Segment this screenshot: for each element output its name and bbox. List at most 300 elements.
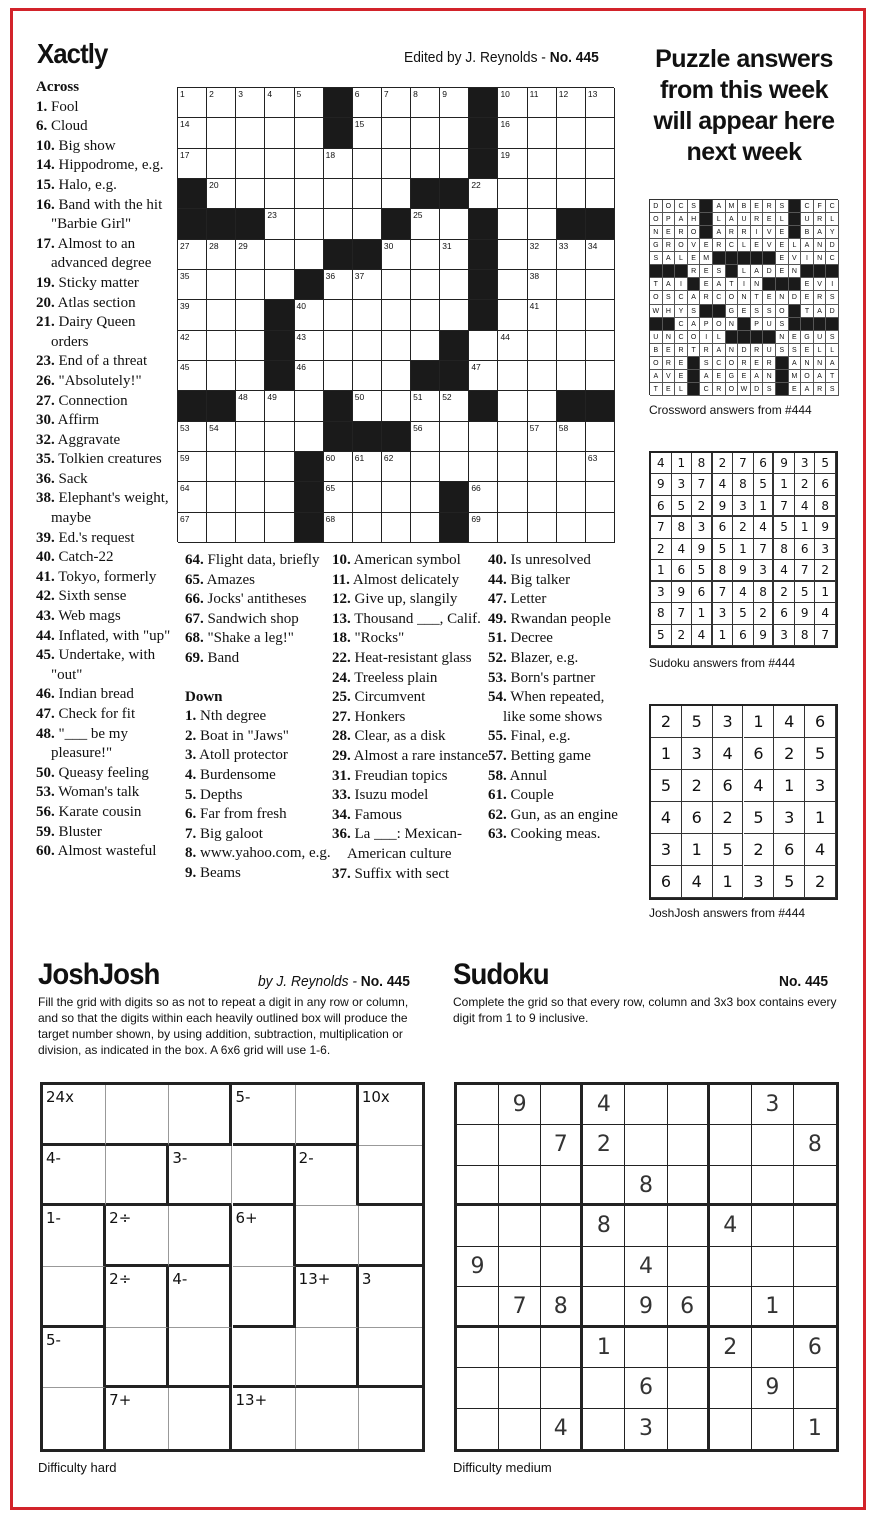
crossword-cell[interactable] [586, 331, 615, 361]
clue-item [488, 610, 630, 630]
sudoku-cell[interactable]: 7 [541, 1125, 583, 1165]
crossword-cell[interactable] [295, 209, 324, 239]
sudoku-cell[interactable] [710, 1166, 752, 1206]
crossword-cell[interactable] [528, 179, 557, 209]
crossword-cell[interactable] [586, 452, 615, 482]
crossword-cell[interactable] [498, 118, 527, 148]
crossword-cell[interactable] [528, 300, 557, 330]
clue-number: 5. [185, 786, 197, 803]
crossword-cell[interactable] [586, 149, 615, 179]
crossword-cell[interactable] [528, 361, 557, 391]
crossword-cell[interactable] [586, 300, 615, 330]
crossword-cell[interactable] [295, 149, 324, 179]
sudoku-cell[interactable] [541, 1247, 583, 1287]
answer-cell: I [801, 252, 814, 265]
sudoku-cell[interactable] [668, 1206, 710, 1246]
sudoku-cell[interactable] [541, 1368, 583, 1408]
crossword-cell[interactable] [528, 422, 557, 452]
sudoku-cell[interactable]: 8 [541, 1287, 583, 1327]
crossword-cell[interactable] [411, 422, 440, 452]
crossword-cell[interactable] [295, 422, 324, 452]
crossword-cell[interactable] [557, 88, 586, 118]
crossword-cell[interactable] [498, 270, 527, 300]
crossword-cell[interactable] [498, 300, 527, 330]
crossword-cell[interactable] [265, 422, 294, 452]
sudoku-cell[interactable] [668, 1409, 710, 1449]
crossword-cell[interactable] [353, 452, 382, 482]
crossword-cell[interactable] [411, 482, 440, 512]
crossword-cell[interactable] [207, 452, 236, 482]
crossword-cell[interactable] [557, 270, 586, 300]
sudoku-cell[interactable]: 6 [625, 1368, 667, 1408]
sudoku-cell[interactable] [668, 1166, 710, 1206]
sudoku-cell[interactable] [668, 1085, 710, 1125]
sudoku-cell[interactable] [710, 1368, 752, 1408]
crossword-cell[interactable] [469, 331, 498, 361]
crossword-cell[interactable] [557, 422, 586, 452]
grid-cell: 1 [713, 625, 734, 646]
crossword-cell[interactable] [469, 361, 498, 391]
crossword-grid[interactable] [177, 87, 614, 542]
crossword-cell[interactable] [324, 482, 353, 512]
crossword-cell[interactable] [236, 300, 265, 330]
sudoku-cell[interactable]: 4 [625, 1247, 667, 1287]
crossword-cell[interactable] [382, 361, 411, 391]
crossword-cell[interactable] [207, 422, 236, 452]
crossword-cell[interactable] [498, 331, 527, 361]
sudoku-cell[interactable]: 3 [752, 1085, 794, 1125]
crossword-cell[interactable] [586, 179, 615, 209]
sudoku-cell[interactable]: 7 [499, 1287, 541, 1327]
crossword-cell[interactable] [265, 482, 294, 512]
crossword-cell[interactable] [178, 482, 207, 512]
crossword-cell[interactable] [265, 270, 294, 300]
sudoku-cell[interactable] [457, 1287, 499, 1327]
crossword-cell[interactable] [265, 513, 294, 543]
crossword-cell[interactable] [586, 270, 615, 300]
crossword-cell[interactable] [207, 513, 236, 543]
crossword-cell[interactable] [498, 422, 527, 452]
crossword-cell[interactable] [382, 179, 411, 209]
crossword-cell[interactable] [207, 88, 236, 118]
clue-number-label: 5 [296, 89, 302, 99]
crossword-cell[interactable] [353, 300, 382, 330]
crossword-cell[interactable] [411, 391, 440, 421]
sudoku-cell[interactable]: 8 [583, 1206, 625, 1246]
sudoku-cell[interactable] [583, 1409, 625, 1449]
sudoku-cell[interactable] [457, 1166, 499, 1206]
sudoku-cell[interactable]: 1 [752, 1287, 794, 1327]
crossword-cell[interactable] [382, 118, 411, 148]
crossword-cell[interactable] [411, 452, 440, 482]
crossword-cell[interactable] [382, 391, 411, 421]
sudoku-cell[interactable] [625, 1328, 667, 1368]
crossword-cell[interactable] [440, 270, 469, 300]
joshjosh-cell[interactable] [359, 1146, 422, 1207]
sudoku-cell[interactable] [583, 1368, 625, 1408]
crossword-cell[interactable] [265, 149, 294, 179]
sudoku-cell[interactable] [752, 1125, 794, 1165]
joshjosh-cell[interactable] [43, 1267, 106, 1328]
joshjosh-cell[interactable] [169, 1206, 232, 1267]
crossword-cell[interactable] [236, 391, 265, 421]
sudoku-cell[interactable] [541, 1085, 583, 1125]
crossword-cell[interactable] [498, 391, 527, 421]
sudoku-cell[interactable] [710, 1247, 752, 1287]
sudoku-cell[interactable] [457, 1085, 499, 1125]
crossword-cell[interactable] [557, 300, 586, 330]
crossword-cell[interactable] [353, 118, 382, 148]
crossword-cell[interactable] [528, 513, 557, 543]
crossword-cell[interactable] [207, 270, 236, 300]
sudoku-cell[interactable] [794, 1166, 836, 1206]
sudoku-cell[interactable] [499, 1368, 541, 1408]
crossword-cell[interactable] [469, 452, 498, 482]
crossword-cell[interactable] [557, 118, 586, 148]
crossword-cell[interactable] [382, 240, 411, 270]
sudoku-cell[interactable] [710, 1085, 752, 1125]
sudoku-cell[interactable] [541, 1206, 583, 1246]
crossword-cell[interactable] [353, 149, 382, 179]
sudoku-cell[interactable] [710, 1409, 752, 1449]
crossword-cell[interactable] [178, 88, 207, 118]
crossword-cell[interactable] [557, 361, 586, 391]
crossword-cell[interactable] [236, 452, 265, 482]
black-square [469, 118, 498, 148]
crossword-cell[interactable] [353, 209, 382, 239]
sudoku-cell[interactable] [499, 1409, 541, 1449]
crossword-cell[interactable] [528, 391, 557, 421]
crossword-cell[interactable] [382, 482, 411, 512]
sudoku-cell[interactable] [752, 1409, 794, 1449]
crossword-cell[interactable] [440, 300, 469, 330]
crossword-cell[interactable] [178, 149, 207, 179]
sudoku-cell[interactable] [457, 1206, 499, 1246]
joshjosh-cell[interactable] [169, 1388, 232, 1449]
sudoku-cell[interactable]: 2 [710, 1328, 752, 1368]
crossword-cell[interactable] [382, 270, 411, 300]
crossword-cell[interactable] [528, 149, 557, 179]
crossword-cell[interactable] [295, 300, 324, 330]
sudoku-cell[interactable] [541, 1328, 583, 1368]
sudoku-cell[interactable] [499, 1247, 541, 1287]
crossword-cell[interactable] [586, 118, 615, 148]
crossword-cell[interactable] [236, 513, 265, 543]
clues-col2 [185, 551, 333, 884]
sudoku-cell[interactable]: 9 [499, 1085, 541, 1125]
crossword-cell[interactable] [528, 452, 557, 482]
crossword-cell[interactable] [324, 149, 353, 179]
sudoku-cell[interactable]: 2 [583, 1125, 625, 1165]
sudoku-cell[interactable] [457, 1409, 499, 1449]
crossword-cell[interactable] [207, 240, 236, 270]
sudoku-cell[interactable] [668, 1328, 710, 1368]
crossword-cell[interactable] [440, 452, 469, 482]
sudoku-cell[interactable] [710, 1287, 752, 1327]
joshjosh-cell[interactable] [106, 1146, 169, 1207]
crossword-cell[interactable] [324, 513, 353, 543]
crossword-cell[interactable] [498, 361, 527, 391]
joshjosh-cell[interactable] [296, 1085, 359, 1146]
crossword-cell[interactable] [207, 361, 236, 391]
crossword-cell[interactable] [440, 209, 469, 239]
sudoku-cell[interactable]: 4 [541, 1409, 583, 1449]
sudoku-cell[interactable] [625, 1085, 667, 1125]
crossword-cell[interactable] [324, 179, 353, 209]
crossword-cell[interactable] [498, 179, 527, 209]
crossword-cell[interactable] [236, 179, 265, 209]
crossword-cell[interactable] [440, 88, 469, 118]
crossword-cell[interactable] [178, 270, 207, 300]
sudoku-cell[interactable] [794, 1247, 836, 1287]
crossword-cell[interactable] [295, 391, 324, 421]
crossword-cell[interactable] [411, 209, 440, 239]
crossword-cell[interactable] [265, 452, 294, 482]
crossword-cell[interactable] [353, 88, 382, 118]
joshjosh-cell[interactable] [296, 1388, 359, 1449]
crossword-cell[interactable] [382, 300, 411, 330]
crossword-cell[interactable] [324, 300, 353, 330]
crossword-cell[interactable] [353, 179, 382, 209]
crossword-cell[interactable] [207, 118, 236, 148]
crossword-cell[interactable] [557, 331, 586, 361]
crossword-cell[interactable] [295, 88, 324, 118]
crossword-cell[interactable] [557, 149, 586, 179]
crossword-cell[interactable] [295, 361, 324, 391]
crossword-cell[interactable] [469, 482, 498, 512]
crossword-cell[interactable] [265, 209, 294, 239]
crossword-cell[interactable] [178, 240, 207, 270]
sudoku-cell[interactable]: 9 [752, 1368, 794, 1408]
crossword-cell[interactable] [236, 361, 265, 391]
crossword-cell[interactable] [498, 452, 527, 482]
crossword-cell[interactable] [498, 88, 527, 118]
joshjosh-cell[interactable] [233, 1267, 296, 1328]
sudoku-cell[interactable] [457, 1328, 499, 1368]
sudoku-cell[interactable] [794, 1287, 836, 1327]
crossword-cell[interactable] [586, 88, 615, 118]
crossword-cell[interactable] [498, 240, 527, 270]
crossword-cell[interactable] [411, 331, 440, 361]
sudoku-grid[interactable] [454, 1082, 839, 1452]
sudoku-cell[interactable] [752, 1206, 794, 1246]
crossword-cell[interactable] [324, 331, 353, 361]
crossword-cell[interactable] [236, 270, 265, 300]
joshjosh-cell[interactable] [169, 1328, 232, 1389]
crossword-cell[interactable] [353, 270, 382, 300]
crossword-cell[interactable] [586, 482, 615, 512]
crossword-cell[interactable] [178, 422, 207, 452]
sudoku-cell[interactable]: 1 [807, 1415, 822, 1441]
sudoku-cell[interactable]: 6 [668, 1287, 710, 1327]
crossword-cell[interactable] [586, 240, 615, 270]
crossword-cell[interactable] [440, 240, 469, 270]
crossword-cell[interactable] [382, 149, 411, 179]
crossword-cell[interactable] [353, 391, 382, 421]
grid-cell: 6 [651, 866, 682, 898]
crossword-cell[interactable] [411, 88, 440, 118]
crossword-cell[interactable] [528, 270, 557, 300]
crossword-cell[interactable] [207, 482, 236, 512]
sudoku-cell[interactable] [457, 1368, 499, 1408]
sudoku-cell[interactable] [499, 1166, 541, 1206]
crossword-cell[interactable] [324, 270, 353, 300]
joshjosh-cell[interactable] [106, 1328, 169, 1389]
crossword-cell[interactable] [207, 149, 236, 179]
crossword-cell[interactable] [265, 88, 294, 118]
crossword-cell[interactable] [498, 149, 527, 179]
sudoku-cell[interactable] [710, 1125, 752, 1165]
sudoku-cell[interactable] [794, 1368, 836, 1408]
sudoku-cell[interactable] [794, 1206, 836, 1246]
crossword-cell[interactable] [440, 118, 469, 148]
crossword-cell[interactable] [440, 391, 469, 421]
crossword-cell[interactable] [295, 331, 324, 361]
crossword-cell[interactable] [528, 482, 557, 512]
crossword-cell[interactable] [411, 270, 440, 300]
crossword-cell[interactable] [236, 482, 265, 512]
crossword-cell[interactable] [295, 179, 324, 209]
joshjosh-cell[interactable] [233, 1146, 296, 1207]
crossword-cell[interactable] [411, 118, 440, 148]
crossword-cell[interactable] [411, 300, 440, 330]
crossword-cell[interactable] [178, 513, 207, 543]
sudoku-cell[interactable] [499, 1328, 541, 1368]
crossword-cell[interactable] [353, 361, 382, 391]
crossword-cell[interactable] [382, 331, 411, 361]
crossword-cell[interactable] [557, 240, 586, 270]
sudoku-cell[interactable] [625, 1206, 667, 1246]
sudoku-cell[interactable] [794, 1085, 836, 1125]
crossword-cell[interactable] [411, 513, 440, 543]
sudoku-cell[interactable] [583, 1166, 625, 1206]
crossword-cell[interactable] [265, 179, 294, 209]
clue-number: 24. [332, 669, 351, 686]
crossword-cell[interactable] [178, 331, 207, 361]
joshjosh-cell[interactable] [43, 1388, 106, 1449]
crossword-cell[interactable] [295, 240, 324, 270]
sudoku-cell[interactable]: 8 [794, 1125, 836, 1165]
crossword-cell[interactable] [265, 118, 294, 148]
crossword-cell[interactable] [528, 88, 557, 118]
sudoku-cell[interactable] [499, 1206, 541, 1246]
crossword-cell[interactable] [382, 513, 411, 543]
sudoku-cell[interactable] [752, 1166, 794, 1206]
crossword-cell[interactable] [469, 179, 498, 209]
sudoku-cell[interactable]: 9 [625, 1287, 667, 1327]
crossword-cell[interactable] [178, 118, 207, 148]
crossword-cell[interactable] [528, 209, 557, 239]
crossword-cell[interactable] [236, 240, 265, 270]
sudoku-cell[interactable]: 3 [625, 1409, 667, 1449]
crossword-cell[interactable] [178, 300, 207, 330]
crossword-cell[interactable] [440, 149, 469, 179]
sudoku-cell[interactable]: 9 [457, 1247, 499, 1287]
crossword-cell[interactable] [265, 391, 294, 421]
crossword-cell[interactable] [557, 452, 586, 482]
crossword-cell[interactable] [236, 331, 265, 361]
crossword-cell[interactable] [586, 422, 615, 452]
sudoku-cell[interactable] [668, 1247, 710, 1287]
answer-cell: N [801, 357, 814, 370]
crossword-cell[interactable] [207, 331, 236, 361]
sudoku-cell[interactable]: 4 [710, 1206, 752, 1246]
joshjosh-cell[interactable] [359, 1206, 422, 1267]
sudoku-cell[interactable] [583, 1247, 625, 1287]
crossword-cell[interactable] [236, 422, 265, 452]
sudoku-cell[interactable]: 1 [583, 1328, 625, 1368]
sudoku-cell[interactable] [583, 1287, 625, 1327]
crossword-cell[interactable] [498, 482, 527, 512]
crossword-cell[interactable] [207, 179, 236, 209]
sudoku-cell[interactable] [541, 1166, 583, 1206]
sudoku-cell[interactable] [668, 1368, 710, 1408]
crossword-cell[interactable] [411, 240, 440, 270]
joshjosh-cell[interactable] [296, 1328, 359, 1389]
sudoku-cell[interactable] [499, 1125, 541, 1165]
crossword-cell[interactable] [236, 118, 265, 148]
crossword-cell[interactable] [324, 361, 353, 391]
sudoku-cell[interactable]: 4 [583, 1085, 625, 1125]
joshjosh-cell[interactable] [359, 1388, 422, 1449]
joshjosh-cell[interactable] [296, 1206, 359, 1267]
crossword-cell[interactable] [382, 452, 411, 482]
crossword-cell[interactable] [528, 331, 557, 361]
crossword-cell[interactable] [207, 300, 236, 330]
sudoku-cell[interactable] [752, 1328, 794, 1368]
crossword-cell[interactable] [411, 149, 440, 179]
sudoku-cell[interactable] [625, 1125, 667, 1165]
clue-number-label: 27 [180, 240, 190, 251]
sudoku-cell[interactable] [752, 1247, 794, 1287]
crossword-cell[interactable] [469, 422, 498, 452]
crossword-cell[interactable] [528, 240, 557, 270]
joshjosh-cell[interactable] [233, 1328, 296, 1389]
crossword-cell[interactable] [295, 118, 324, 148]
sudoku-cell[interactable]: 6 [794, 1328, 836, 1368]
crossword-cell[interactable] [498, 209, 527, 239]
crossword-cell[interactable] [586, 513, 615, 543]
crossword-cell[interactable] [236, 149, 265, 179]
joshjosh-grid[interactable] [40, 1082, 425, 1452]
answer-cell: A [713, 344, 726, 357]
crossword-cell[interactable] [498, 513, 527, 543]
joshjosh-cell[interactable] [169, 1085, 232, 1146]
crossword-cell[interactable] [440, 422, 469, 452]
crossword-cell[interactable] [586, 361, 615, 391]
crossword-cell[interactable] [178, 361, 207, 391]
sudoku-cell[interactable] [668, 1125, 710, 1165]
sudoku-cell[interactable] [457, 1125, 499, 1165]
crossword-cell[interactable] [528, 118, 557, 148]
crossword-cell[interactable] [353, 331, 382, 361]
crossword-cell[interactable] [265, 240, 294, 270]
crossword-cell[interactable] [469, 513, 498, 543]
crossword-cell[interactable] [557, 482, 586, 512]
joshjosh-cell[interactable] [106, 1085, 169, 1146]
crossword-cell[interactable] [236, 88, 265, 118]
crossword-cell[interactable] [557, 513, 586, 543]
sudoku-cell[interactable]: 8 [625, 1166, 667, 1206]
crossword-cell[interactable] [557, 179, 586, 209]
crossword-cell[interactable] [324, 209, 353, 239]
joshjosh-cell[interactable] [359, 1328, 422, 1389]
crossword-cell[interactable] [324, 452, 353, 482]
crossword-cell[interactable] [178, 452, 207, 482]
crossword-cell[interactable] [353, 513, 382, 543]
crossword-cell[interactable] [353, 482, 382, 512]
crossword-cell[interactable] [382, 88, 411, 118]
